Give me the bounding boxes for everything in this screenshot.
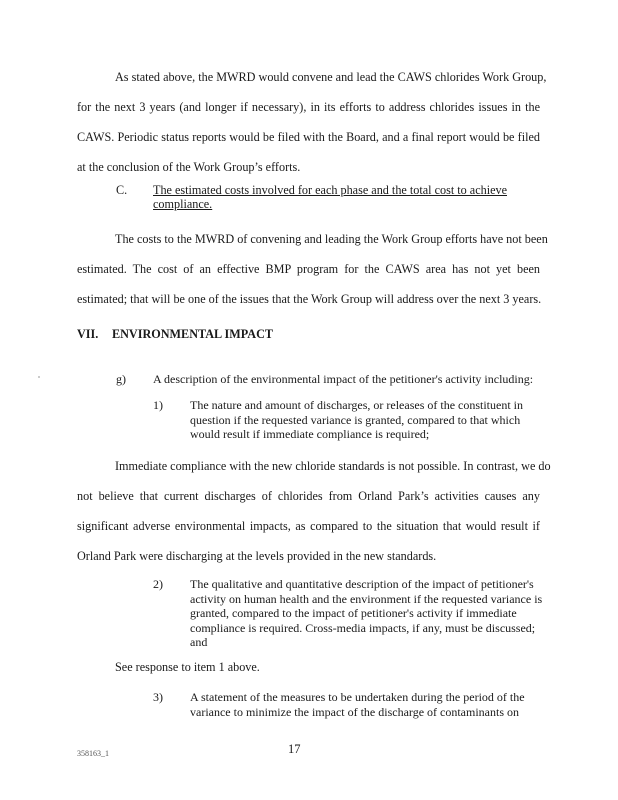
text-line: granted, compared to the impact of petitioner's activity if immediate <box>190 606 517 620</box>
paragraph-response <box>77 659 540 675</box>
subsection-title-line2: compliance. <box>153 197 213 211</box>
item-label: 2) <box>153 577 163 591</box>
item-label: 1) <box>153 398 163 412</box>
text-line: and <box>190 635 208 649</box>
text-line: The costs to the MWRD of convening and leading the Work Group efforts have not been <box>115 232 548 246</box>
text-line: would result if immediate compliance is required; <box>190 427 430 441</box>
item-text <box>190 577 543 650</box>
text-line: estimated; that will be one of the issues that the Work Group will address over the next 3 years. <box>77 292 542 306</box>
paragraph-work-group-status <box>77 62 547 182</box>
text-line: Orland Park were discharging at the levels provided in the new standards. <box>77 549 437 563</box>
item-text <box>190 398 524 442</box>
section-title: ENVIRONMENTAL IMPACT <box>112 327 274 341</box>
item-text: A description of the environmental impact of the petitioner's activity including: <box>153 372 534 386</box>
text-line: CAWS. Periodic status reports would be filed with the Board, and a final report would be filed <box>77 130 540 144</box>
subsection-letter: C. <box>116 183 128 197</box>
text-line: The nature and amount of discharges, or releases of the constituent in <box>190 398 524 412</box>
text-line: A statement of the measures to be undertaken during the period of the <box>190 690 525 704</box>
paragraph-immediate-compliance <box>77 451 551 571</box>
text-line: estimated. The cost of an effective BMP program for the CAWS area has not yet been <box>77 262 540 276</box>
scan-speck <box>38 376 40 378</box>
text-line: The qualitative and quantitative description of the impact of petitioner's <box>190 577 534 591</box>
text-line: not believe that current discharges of chlorides from Orland Park’s activities causes any <box>77 489 540 503</box>
text-line: Immediate compliance with the new chloride standards is not possible. In contrast, we do <box>115 459 551 473</box>
text-line: question if the requested variance is granted, compared to that which <box>190 412 521 427</box>
page-number: 17 <box>288 742 301 756</box>
item-label: g) <box>116 372 126 386</box>
text-line: for the next 3 years (and longer if necessary), in its efforts to address chlorides issues in the <box>77 100 540 114</box>
text-line: As stated above, the MWRD would convene and lead the CAWS chlorides Work Group, <box>115 70 547 84</box>
text-line: compliance is required. Cross-media impacts, if any, must be discussed; <box>190 620 536 635</box>
document-id: 358163_1 <box>77 749 109 758</box>
item-text <box>190 690 525 719</box>
item-label: 3) <box>153 690 163 704</box>
section-number: VII. <box>77 327 99 341</box>
text-line: See response to item 1 above. <box>115 660 260 674</box>
text-line: significant adverse environmental impacts, as compared to the situation that would result if <box>77 519 540 533</box>
paragraph-costs <box>77 224 548 314</box>
subsection-title-line1: The estimated costs involved for each phase and the total cost to achieve <box>153 183 507 197</box>
text-line: at the conclusion of the Work Group’s efforts. <box>77 160 301 174</box>
text-line: variance to minimize the impact of the discharge of contaminants on <box>190 704 520 719</box>
text-line: activity on human health and the environment if the requested variance is <box>190 591 543 606</box>
